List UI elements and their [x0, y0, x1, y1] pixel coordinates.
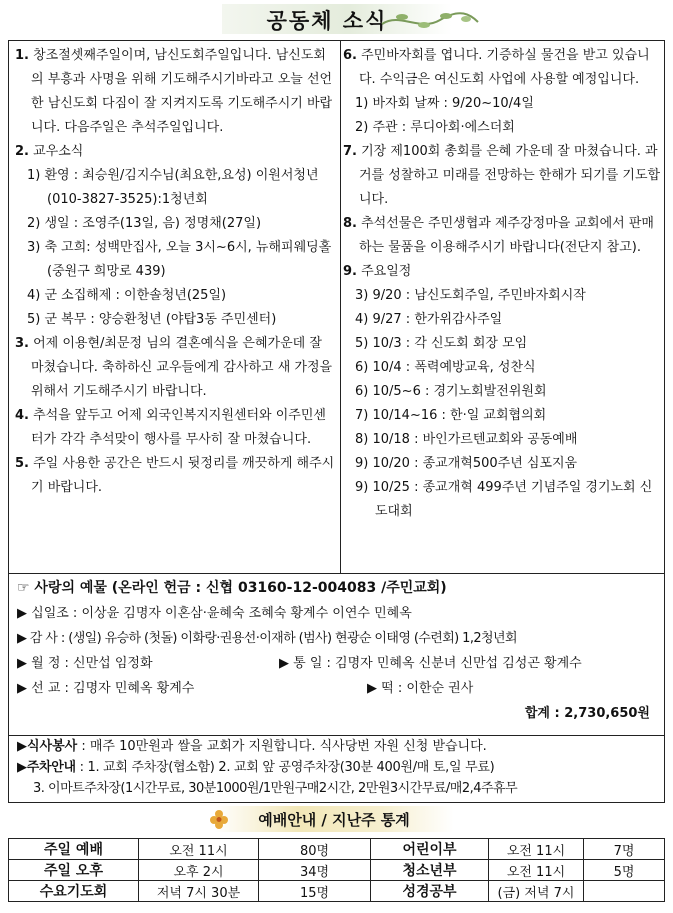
- worship-section-title: 예배안내 / 지난주 통계: [258, 811, 410, 829]
- table-cell: 5명: [584, 860, 665, 881]
- table-cell: 오전 11시: [489, 839, 584, 860]
- offering-header: ☞ 사랑의 예물 (온라인 헌금 : 신협 03160-12-004083 /주민교회): [17, 580, 447, 596]
- item-text: 주관 : 루디아회·에스더회: [372, 120, 515, 135]
- item-text: 10/5~6 : 경기노회발전위원회: [372, 384, 547, 399]
- news-item: [343, 92, 663, 116]
- item-text: 10/20 : 종교개혁500주년 심포지움: [372, 456, 578, 471]
- item-number: 1): [355, 96, 369, 111]
- item-text: 축 고희: 성백만집사, 오늘 3시~6시, 뉴해피웨딩홀(중원구 희망로 439): [44, 240, 332, 279]
- table-cell: 오전 11시: [139, 839, 259, 860]
- item-text: 환영 : 최승원/김지수님(최요한,요성) 이원서청년(010-3827-3525):1청년회: [44, 168, 319, 207]
- item-number: 7): [355, 408, 369, 423]
- item-number: 9.: [343, 264, 357, 279]
- news-item: [15, 212, 337, 236]
- news-item: [15, 308, 337, 332]
- table-cell: 성경공부: [371, 881, 489, 902]
- item-text: 주민바자회를 엽니다. 기증하실 물건을 받고 있습니다. 수익금은 여신도회 사업에 사용할 예정입니다.: [359, 48, 650, 87]
- page-title: 공동체 소식: [266, 9, 388, 33]
- item-number: 2): [355, 120, 369, 135]
- item-number: 6): [355, 360, 369, 375]
- item-number: 1.: [15, 48, 29, 63]
- item-text: 주일 사용한 공간은 반드시 뒷정리를 깨끗하게 해주시기 바랍니다.: [31, 456, 335, 495]
- offering-total: 합계 : 2,730,650원: [524, 706, 650, 721]
- offering-tithe: ▶ 십일조 : 이상윤 김명자 이혼삼·윤혜숙 조혜숙 황계수 이연수 민혜옥: [17, 606, 412, 621]
- parking-label: ▶주차안내: [17, 760, 76, 775]
- parking-notice: [17, 757, 656, 778]
- table-cell: 오후 2시: [139, 860, 259, 881]
- news-item: [15, 332, 337, 404]
- news-item: [343, 308, 663, 332]
- item-text: 군 복무 : 양승환청년 (야탑3동 주민센터): [44, 312, 277, 327]
- offering-mission: ▶ 선 교 : 김명자 민혜옥 황계수: [17, 681, 195, 696]
- item-number: 5): [355, 336, 369, 351]
- item-number: 4.: [15, 408, 29, 423]
- item-number: 6.: [343, 48, 357, 63]
- news-item: [343, 140, 663, 212]
- news-item: [343, 332, 663, 356]
- news-item: [15, 284, 337, 308]
- parking-text: : 1. 교회 주차장(협소함) 2. 교회 앞 공영주차장(30분 400원/매 토,일 무료): [75, 760, 495, 775]
- item-number: 8.: [343, 216, 357, 231]
- item-number: 3): [355, 288, 369, 303]
- news-item: [343, 116, 663, 140]
- parking-notice-2: 3. 이마트주차장(1시간무료, 30분1000원/1만원구매2시간, 2만원3시간무료/매2,4주휴무: [33, 781, 518, 796]
- item-text: 10/14~16 : 한·일 교회협의회: [372, 408, 547, 423]
- table-cell: 어린이부: [371, 839, 489, 860]
- item-number: 7.: [343, 144, 357, 159]
- item-text: 10/18 : 바인가르텐교회와 공동예배: [372, 432, 578, 447]
- item-number: 9): [355, 480, 369, 495]
- news-item: [343, 44, 663, 92]
- table-cell: 15명: [259, 881, 371, 902]
- item-number: 1): [27, 168, 41, 183]
- offering-box: [8, 573, 665, 736]
- table-cell: 청소년부: [371, 860, 489, 881]
- table-cell: [584, 881, 665, 902]
- news-item: [15, 164, 337, 212]
- notice-box: [8, 735, 665, 803]
- table-cell: 주일 오후: [9, 860, 139, 881]
- item-number: 9): [355, 456, 369, 471]
- offering-unified: ▶ 통 일 : 김명자 민혜옥 신분녀 신만섭 김성곤 황계수: [279, 656, 582, 671]
- item-text: 주요일정: [361, 264, 412, 279]
- table-cell: 34명: [259, 860, 371, 881]
- item-text: 10/4 : 폭력예방교육, 성찬식: [372, 360, 536, 375]
- item-number: 4): [355, 312, 369, 327]
- item-text: 어제 이용현/최문정 님의 결혼예식을 은혜가운데 잘 마쳤습니다. 축하하신 교우들에게 감사하고 새 가정을 위해서 기도해주시기 바랍니다.: [31, 336, 333, 399]
- column-divider: [340, 41, 341, 573]
- news-item: [343, 380, 663, 404]
- item-number: 2): [27, 216, 41, 231]
- news-item: [15, 452, 337, 500]
- table-row: [9, 860, 665, 881]
- offering-thanks: ▶ 감 사 : (생일) 유승하 (첫돌) 이화랑·권용선·이재하 (범사) 현광순 이태영 (수련회) 1,2청년회: [17, 631, 517, 646]
- item-number: 5): [27, 312, 41, 327]
- item-number: 5.: [15, 456, 29, 471]
- news-item: [343, 452, 663, 476]
- item-text: 바자회 날짜 : 9/20~10/4일: [372, 96, 534, 111]
- news-item: [343, 404, 663, 428]
- item-text: 생일 : 조영주(13일, 음) 정명채(27일): [44, 216, 262, 231]
- offering-monthly: ▶ 월 정 : 신만섭 임정화: [17, 656, 153, 671]
- meal-notice: [17, 736, 656, 757]
- table-row: [9, 881, 665, 902]
- news-item: [343, 260, 663, 284]
- item-number: 4): [27, 288, 41, 303]
- news-item: [15, 140, 337, 164]
- meal-text: : 매주 10만원과 쌀을 교회가 지원합니다. 식사당번 자원 신청 받습니다.: [77, 739, 487, 754]
- item-number: 3): [27, 240, 41, 255]
- table-cell: 저녁 7시 30분: [139, 881, 259, 902]
- item-text: 기장 제100회 총회를 은혜 가운데 잘 마쳤습니다. 과거를 성찰하고 미래를 전망하는 한해가 되기를 기도합니다.: [359, 144, 661, 207]
- community-news-box: [8, 40, 665, 574]
- item-text: 추석선물은 주민생협과 제주강정마을 교회에서 판매하는 물품을 이용해주시기 바랍니다(전단지 참고).: [359, 216, 654, 255]
- item-number: 3.: [15, 336, 29, 351]
- worship-stats-table: [8, 838, 665, 902]
- news-item: [15, 44, 337, 140]
- news-item: [343, 212, 663, 260]
- news-item: [343, 428, 663, 452]
- left-column: [15, 44, 337, 500]
- item-text: 군 소집해제 : 이한솔청년(25일): [44, 288, 227, 303]
- news-item: [15, 404, 337, 452]
- offering-monthly-unified: [17, 651, 656, 676]
- table-cell: 7명: [584, 839, 665, 860]
- item-text: 10/3 : 각 신도회 회장 모임: [372, 336, 528, 351]
- news-item: [343, 284, 663, 308]
- table-cell: 수요기도회: [9, 881, 139, 902]
- offering-mission-ricecake: [17, 676, 656, 701]
- item-number: 8): [355, 432, 369, 447]
- item-text: 창조절셋째주일이며, 남신도회주일입니다. 남신도회의 부흥과 사명을 위해 기도해주시기바라고 오늘 선언한 남신도회 다짐이 잘 지켜지도록 기도해주시기 바랍니다. 다음주일은 추석주일입니다.: [31, 48, 333, 135]
- item-text: 추석을 앞두고 어제 외국인복지지원센터와 이주민센터가 각각 추석맞이 행사를 무사히 잘 마쳤습니다.: [31, 408, 326, 447]
- vine-decoration-icon: [380, 6, 480, 34]
- item-text: 교우소식: [33, 144, 84, 159]
- table-cell: 주일 예배: [9, 839, 139, 860]
- news-item: [15, 236, 337, 284]
- table-cell: 오전 11시: [489, 860, 584, 881]
- table-row: [9, 839, 665, 860]
- offering-ricecake: ▶ 떡 : 이한순 권사: [367, 681, 474, 696]
- item-text: 10/25 : 종교개혁 499주년 기념주일 경기노회 신도대회: [372, 480, 653, 519]
- table-cell: 80명: [259, 839, 371, 860]
- item-number: 6): [355, 384, 369, 399]
- news-item: [343, 356, 663, 380]
- right-column: [343, 44, 663, 524]
- news-item: [343, 476, 663, 524]
- meal-label: ▶식사봉사: [17, 739, 78, 754]
- item-text: 9/27 : 한가위감사주일: [372, 312, 503, 327]
- item-text: 9/20 : 남신도회주일, 주민바자회시작: [372, 288, 586, 303]
- item-number: 2.: [15, 144, 29, 159]
- table-cell: (금) 저녁 7시: [489, 881, 584, 902]
